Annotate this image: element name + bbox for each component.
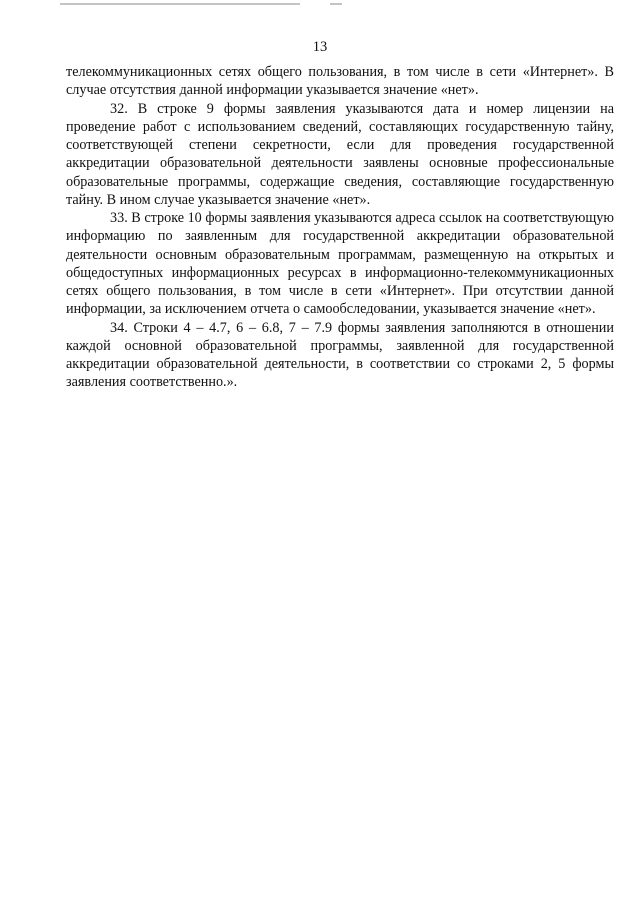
paragraph-34: 34. Строки 4 – 4.7, 6 – 6.8, 7 – 7.9 формы заявления заполняются в отношении каждой основной образовательной программы, заявленной для государственной аккредитации образовательной деятельности, в соответствии со строками 2, 5 формы заявления соответственно.». bbox=[66, 319, 614, 391]
paragraph-33: 33. В строке 10 формы заявления указываются адреса ссылок на соответствующую информацию по заявленным для государственной аккредитации образовательной деятельности основным образовательным программам, размещенную на открытых и общедоступных информационных ресурсах в информационно-телекоммуникационных сетях общего пользования, в том числе в сети «Интернет». При отсутствии данной информации, за исключением отчета о самообследовании, указывается значение «нет». bbox=[66, 210, 614, 318]
scan-artifact-mark bbox=[330, 3, 342, 5]
page-number: 13 bbox=[312, 39, 328, 55]
paragraph-32: 32. В строке 9 формы заявления указываются дата и номер лицензии на проведение работ с использованием сведений, составляющих государственную тайну, соответствующей степени секретности, если для проведения государственной аккредитации образовательной деятельности заявлены основные профессиональные образовательные программы, содержащие сведения, составляющие государственную тайну. В ином случае указывается значение «нет». bbox=[66, 100, 614, 208]
paragraph-continuation: телекоммуникационных сетях общего пользования, в том числе в сети «Интернет». В случае отсутствия данной информации указывается значение «нет». bbox=[66, 64, 614, 99]
document-body bbox=[66, 63, 614, 392]
scan-artifact-line bbox=[60, 3, 300, 5]
